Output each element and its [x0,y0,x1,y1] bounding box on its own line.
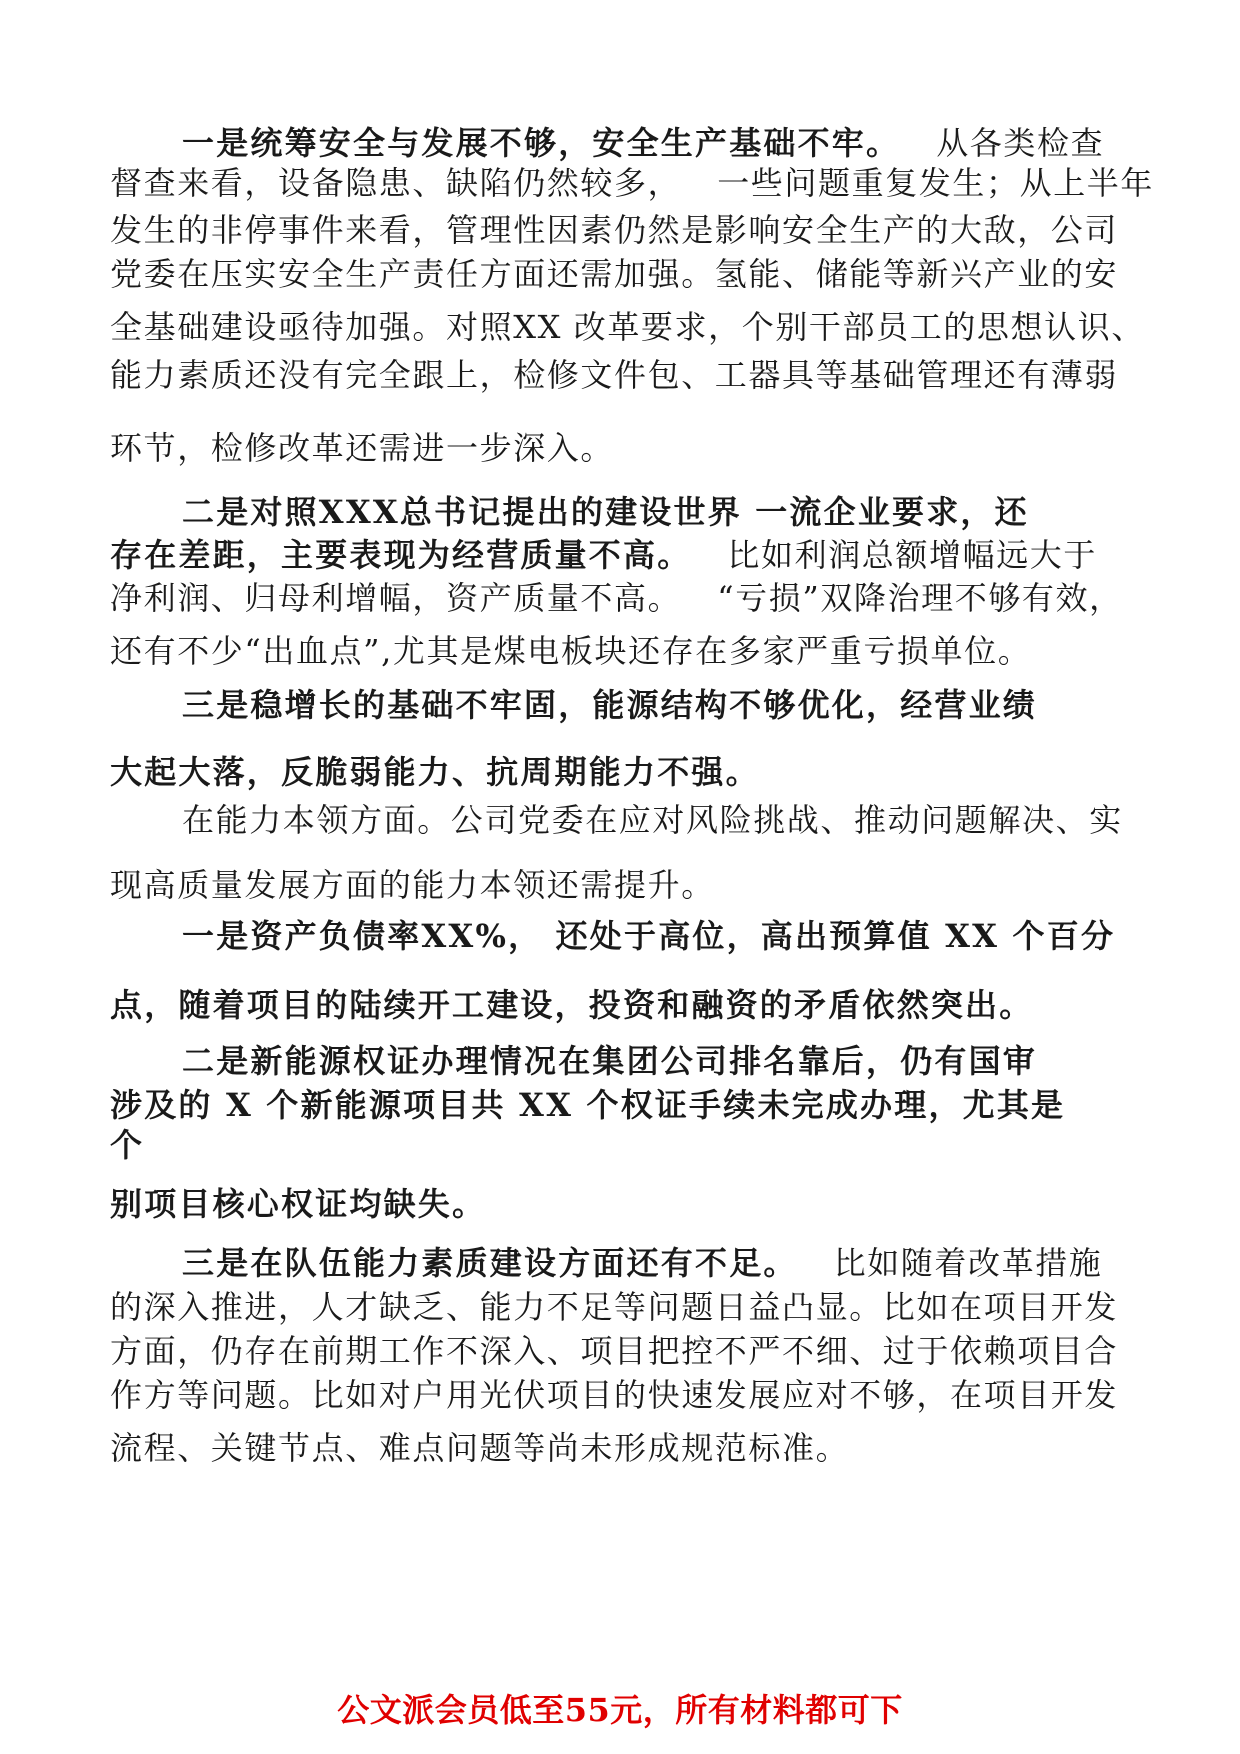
paragraph-line [110,1085,1065,1125]
paragraph-line [110,1125,144,1165]
paragraph-line [110,307,1145,347]
bold-heading: 二是对照XXX总书记提出的建设世界 一流企业要求，还 [182,493,1029,531]
body-text: 在能力本领方面。公司党委在应对风险挑战、推动问题解决、实 [182,801,1123,839]
paragraph-line [110,210,1118,250]
paragraph-line [182,685,1037,725]
promo-footer: 公文派会员低至55元，所有材料都可下 [337,1691,903,1729]
body-text: 比如利润总额增幅远大于 [727,536,1098,574]
paragraph-line [110,1428,849,1468]
paragraph-line [182,492,1029,532]
bold-heading: 二是新能源权证办理情况在集团公司排名靠后，仍有国审 [182,1042,1038,1080]
paragraph-line [110,752,760,792]
paragraph-line [110,163,1154,203]
paragraph-line [182,1243,1102,1283]
bold-heading: 个 [110,1126,145,1164]
body-text: 净利润、归母利增幅，资产质量不高。 [110,579,682,617]
body-text: 环节，检修改革还需进一步深入。 [110,429,615,467]
body-text: 现高质量发展方面的能力本领还需提升。 [110,866,715,904]
paragraph-line [110,1375,1118,1415]
bold-heading: 点，随着项目的陆续开工建设，投资和融资的矛盾依然突出。 [110,986,1034,1024]
bold-heading: 别项目核心权证均缺失。 [110,1185,487,1223]
paragraph-line [110,1287,1118,1327]
paragraph-line [182,1041,1037,1081]
paragraph-line [110,985,1033,1025]
paragraph-line [110,535,1097,575]
bold-heading: 三是在队伍能力素质建设方面还有不足。 [182,1244,798,1282]
body-text: 还有不少“出血点”,尤其是煤电板块还存在多家严重亏损单位。 [110,632,1032,670]
paragraph-line [182,916,1115,956]
body-text: 党委在压实安全生产责任方面还需加强。氢能、储能等新兴产业的安 [110,255,1119,293]
body-text: “亏损”双降治理不够有效， [717,579,1123,617]
body-text: 比如随着改革措施 [833,1244,1103,1282]
bold-heading: 涉及的 X 个新能源项目共 XX 个权证手续未完成办理，尤其是 [110,1086,1066,1124]
body-text: 督查来看，设备隐患、缺陷仍然较多， [110,164,682,202]
paragraph-line [110,428,614,468]
body-text: 全基础建设亟待加强。对照XX 改革要求，个别干部员工的思想认识、 [110,308,1145,346]
paragraph-line [182,800,1123,840]
bold-heading: 三是稳增长的基础不牢固，能源结构不够优化，经营业绩 [182,686,1038,724]
body-text: 流程、关键节点、难点问题等尚未形成规范标准。 [110,1429,850,1467]
paragraph-line [110,1331,1118,1371]
paragraph-line [110,1184,486,1224]
bold-heading: 存在差距，主要表现为经营质量不高。 [110,536,692,574]
bold-heading: 一是统筹安全与发展不够，安全生产基础不牢。 [182,124,901,162]
body-text: 方面，仍存在前期工作不深入、项目把控不严不细、过于依赖项目合 [110,1332,1119,1370]
body-text: 能力素质还没有完全跟上，检修文件包、工器具等基础管理还有薄弱 [110,356,1119,394]
paragraph-line [110,254,1118,294]
paragraph-line [110,355,1118,395]
body-text: 一些问题重复发生；从上半年 [717,164,1155,202]
bold-heading: 一是资产负债率XX%， 还处于高位，高出预算值 XX 个百分 [182,917,1116,955]
body-text: 从各类检查 [936,124,1105,162]
paragraph-line [110,631,1031,671]
body-text: 发生的非停事件来看，管理性因素仍然是影响安全生产的大敌，公司 [110,211,1119,249]
paragraph-line [110,578,1123,618]
paragraph-line [110,865,715,905]
body-text: 作方等问题。比如对户用光伏项目的快速发展应对不够，在项目开发 [110,1376,1119,1414]
bold-heading: 大起大落，反脆弱能力、抗周期能力不强。 [110,753,760,791]
body-text: 的深入推进，人才缺乏、能力不足等问题日益凸显。比如在项目开发 [110,1288,1119,1326]
paragraph-line [182,123,1104,163]
